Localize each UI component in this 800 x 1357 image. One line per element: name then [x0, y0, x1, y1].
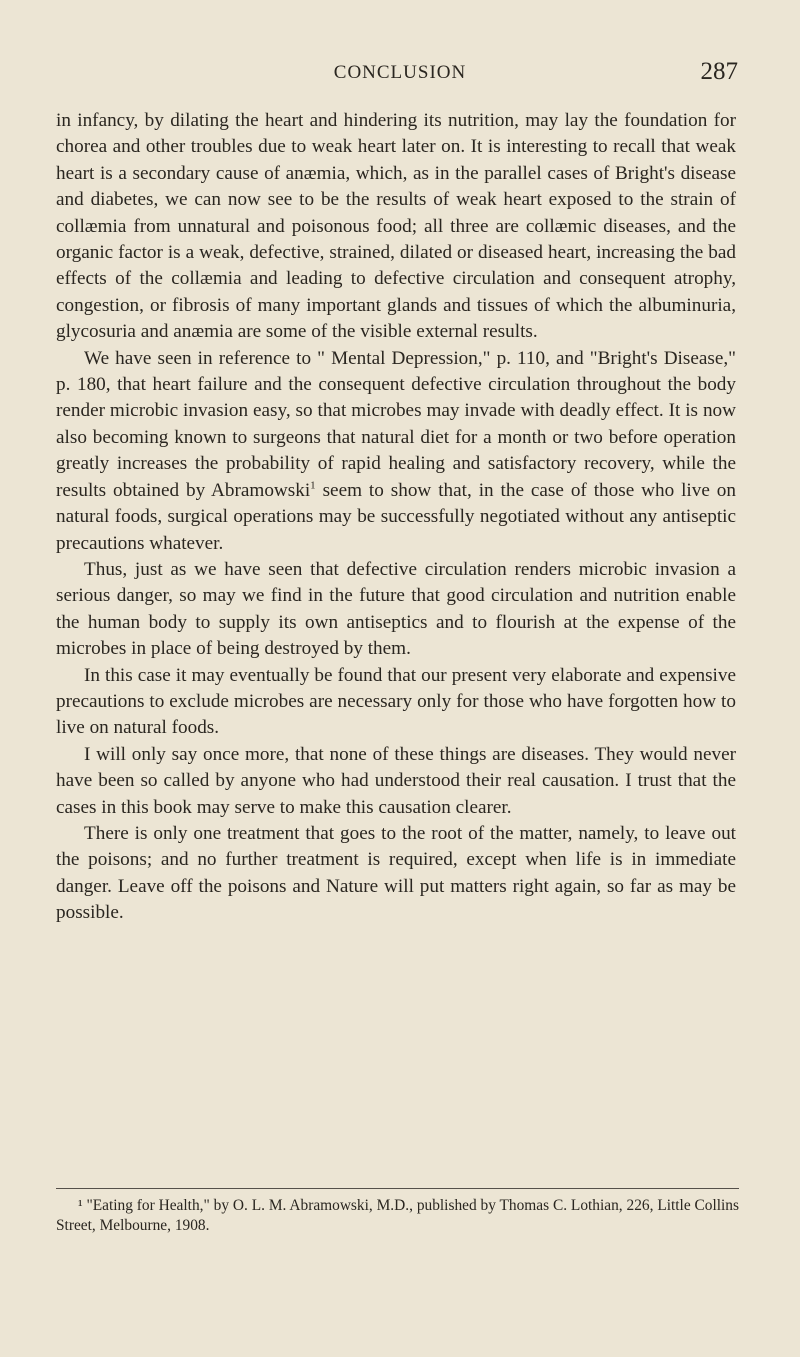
paragraph: I will only say once more, that none of these things are diseases. They would never have been so called by anyone who had understood their real causation. I trust that the cases in this book may serve to make this causation clearer. — [56, 743, 736, 818]
paragraph: Thus, just as we have seen that defective circulation renders microbic invasion a serious danger, so may we find in the future that good circulation and nutrition enable the human body to supply its own antiseptics and to flourish at the expense of the microbes in place of being destroyed by them. — [56, 558, 736, 660]
paragraph: in infancy, by dilating the heart and hindering its nutrition, may lay the foundation for chorea and other troubles due to weak heart later on. It is interesting to recall that weak heart is a secondary cause of anæmia, which, as in the parallel cases of Bright's disease and diabetes, we can now see to be the results of weak heart exposed to the strain of collæmia from unnatural and poisonous food; all three are collæmic diseases, and the organic factor is a weak, defective, strained, dilated or diseased heart, increasing the bad effects of the collæmia and leading to defective circulation and consequent atrophy, congestion, or fibrosis of many important glands and tissues of which the albuminuria, glycosuria and anæmia are some of the visible external results. — [56, 110, 736, 343]
paragraph — [56, 346, 736, 557]
running-head — [0, 58, 800, 90]
paragraph-text: We have seen in reference to " Mental Depression," p. 110, and "Bright's Disease," p. 180, that heart failure and the consequent defective circulation throughout the body render microbic invasion easy, so that microbes may invade with deadly effect. It is now also becoming known to surgeons that natural diet for a month or two before operation greatly increases the probability of rapid healing and satisfactory recovery, while the results obtained by Abramowski — [56, 347, 736, 501]
footnote: ¹ "Eating for Health," by O. L. M. Abramowski, M.D., published by Thomas C. Lothian, 226, Little Collins Street, Melbourne, 1908. — [56, 1197, 739, 1234]
body-text — [56, 108, 736, 927]
paragraph: There is only one treatment that goes to the root of the matter, namely, to leave out the poisons; and no further treatment is required, except when life is in immediate danger. Leave off the poisons and Nature will put matters right again, so far as may be possible. — [56, 822, 736, 924]
footnote-marker: 1 — [310, 479, 316, 492]
paragraph: In this case it may eventually be found that our present very elaborate and expensive precautions to exclude microbes are necessary only for those who have forgotten how to live on natural foods. — [56, 664, 736, 739]
running-title: CONCLUSION — [333, 62, 467, 83]
footnote-divider — [56, 1188, 739, 1189]
page-number: 287 — [700, 58, 738, 85]
paragraph-text: seem to show that, in the case of those who live on natural foods, surgical operations may be successfully negotiated without any antiseptic precautions whatever. — [56, 479, 736, 554]
